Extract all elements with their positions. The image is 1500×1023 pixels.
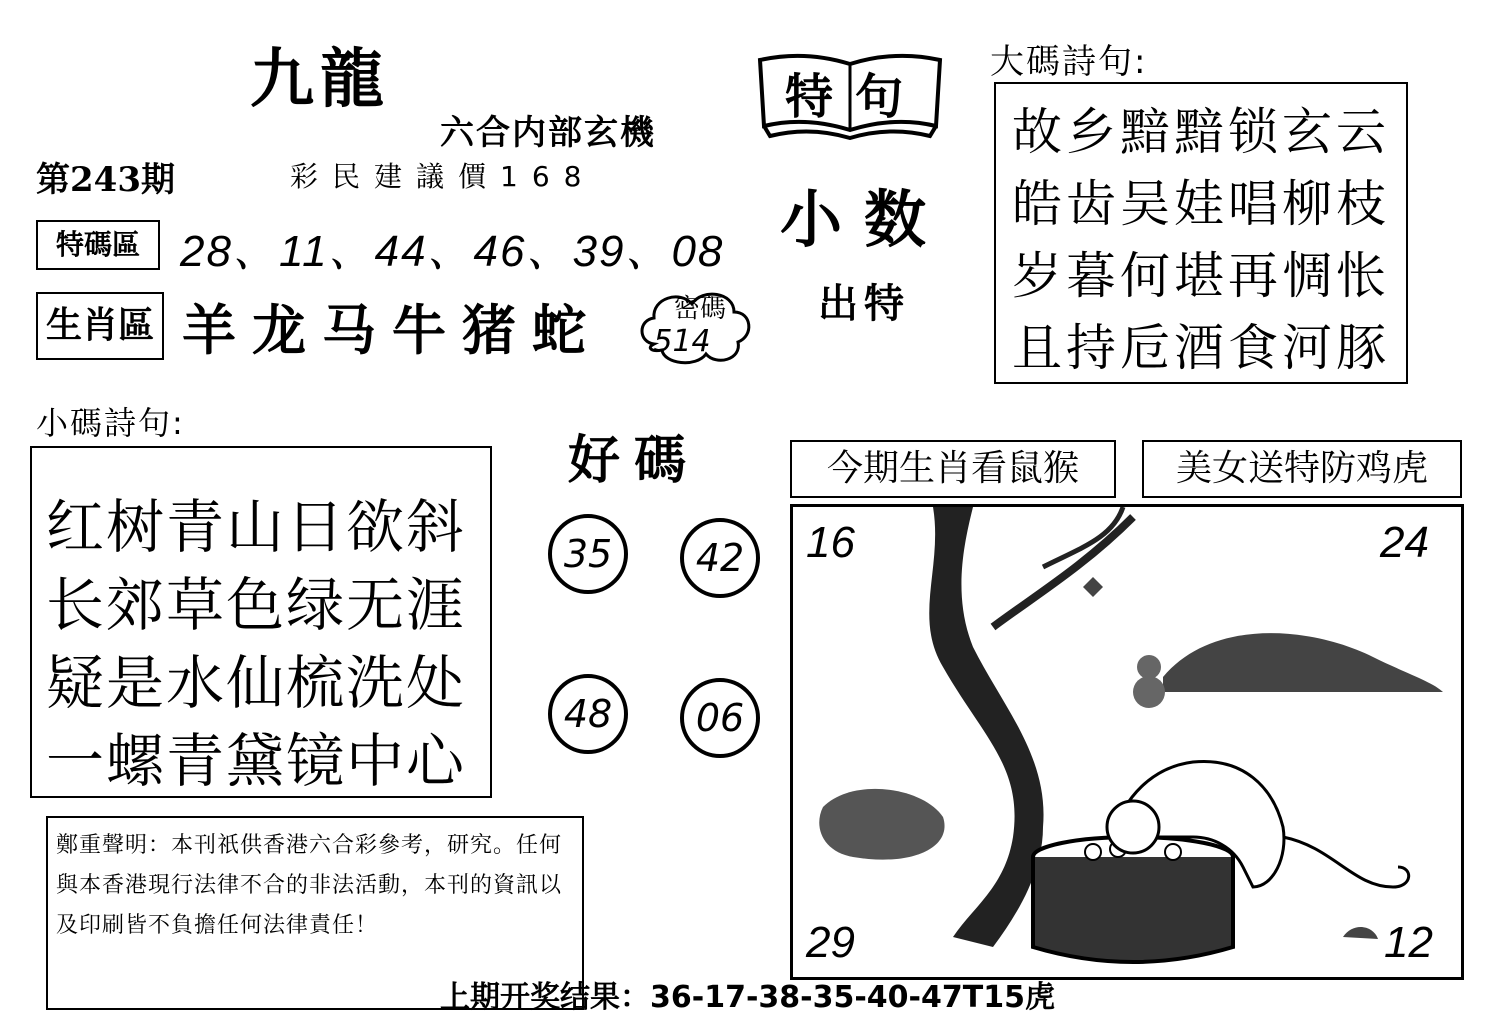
corner-number-top-right: 24 bbox=[1380, 518, 1429, 567]
small-poem-lines bbox=[46, 488, 466, 800]
corner-number-top-left: 16 bbox=[806, 518, 855, 567]
corner-number-bottom-right: 12 bbox=[1384, 918, 1433, 967]
subtitle: 六合内部玄機 bbox=[440, 113, 656, 153]
zodiac-hint-banner: 今期生肖看鼠猴 bbox=[790, 440, 1116, 498]
beauty-hint-banner: 美女送特防鸡虎 bbox=[1142, 440, 1462, 498]
page-title: 九龍 bbox=[250, 42, 390, 117]
big-poem-line: 岁暮何堪再惆怅 bbox=[1012, 247, 1390, 305]
special-phrase-note: 出特 bbox=[818, 281, 910, 327]
good-numbers-title: 好碼 bbox=[568, 430, 701, 491]
disclaimer-text: 鄭重聲明：本刊祇供香港六合彩參考，研究。任何與本香港現行法律不合的非法活動，本刊的資訊以及印刷皆不負擔任何法律責任！ bbox=[56, 833, 563, 938]
small-poem-line: 红树青山日欲斜 bbox=[46, 493, 467, 561]
good-number-circle: 35 bbox=[548, 514, 628, 594]
big-poem-lines bbox=[1012, 96, 1390, 384]
small-poem-line: 疑是水仙梳洗处 bbox=[46, 649, 467, 717]
good-number-circle: 42 bbox=[680, 518, 760, 598]
last-result: 上期开奖结果：36-17-38-35-40-47T15虎 bbox=[440, 980, 1055, 1015]
tema-numbers: 28、11、44、46、39、08 bbox=[180, 227, 725, 276]
good-number-circle: 06 bbox=[680, 678, 760, 758]
price-text: 彩民建議價168 bbox=[290, 160, 596, 193]
illustration-image bbox=[793, 507, 1461, 977]
issue-number: 第243期 bbox=[36, 160, 175, 200]
good-number-circle: 48 bbox=[548, 674, 628, 754]
secret-code-label: 密碼 bbox=[673, 294, 726, 324]
small-poem-line: 一螺青黛镜中心 bbox=[46, 727, 467, 795]
tema-label: 特碼區 bbox=[36, 220, 160, 270]
zodiac-values: 羊龙马牛猪蛇 bbox=[182, 298, 602, 362]
big-poem-line: 且持卮酒食河豚 bbox=[1012, 319, 1390, 377]
big-poem-title: 大碼詩句: bbox=[990, 42, 1148, 82]
corner-number-bottom-left: 29 bbox=[806, 918, 855, 967]
big-poem-line: 故乡黯黯锁玄云 bbox=[1012, 103, 1390, 161]
small-poem-title: 小碼詩句: bbox=[36, 404, 185, 442]
zodiac-label: 生肖區 bbox=[36, 292, 164, 360]
illustration-box bbox=[790, 504, 1464, 980]
special-phrase-title: 特句 bbox=[784, 69, 925, 125]
secret-code-value: 514 bbox=[653, 324, 711, 359]
small-poem-line: 长郊草色绿无涯 bbox=[46, 571, 467, 639]
big-poem-line: 皓齿吴娃唱柳枝 bbox=[1012, 175, 1390, 233]
special-phrase-headline: 小数 bbox=[780, 183, 949, 256]
